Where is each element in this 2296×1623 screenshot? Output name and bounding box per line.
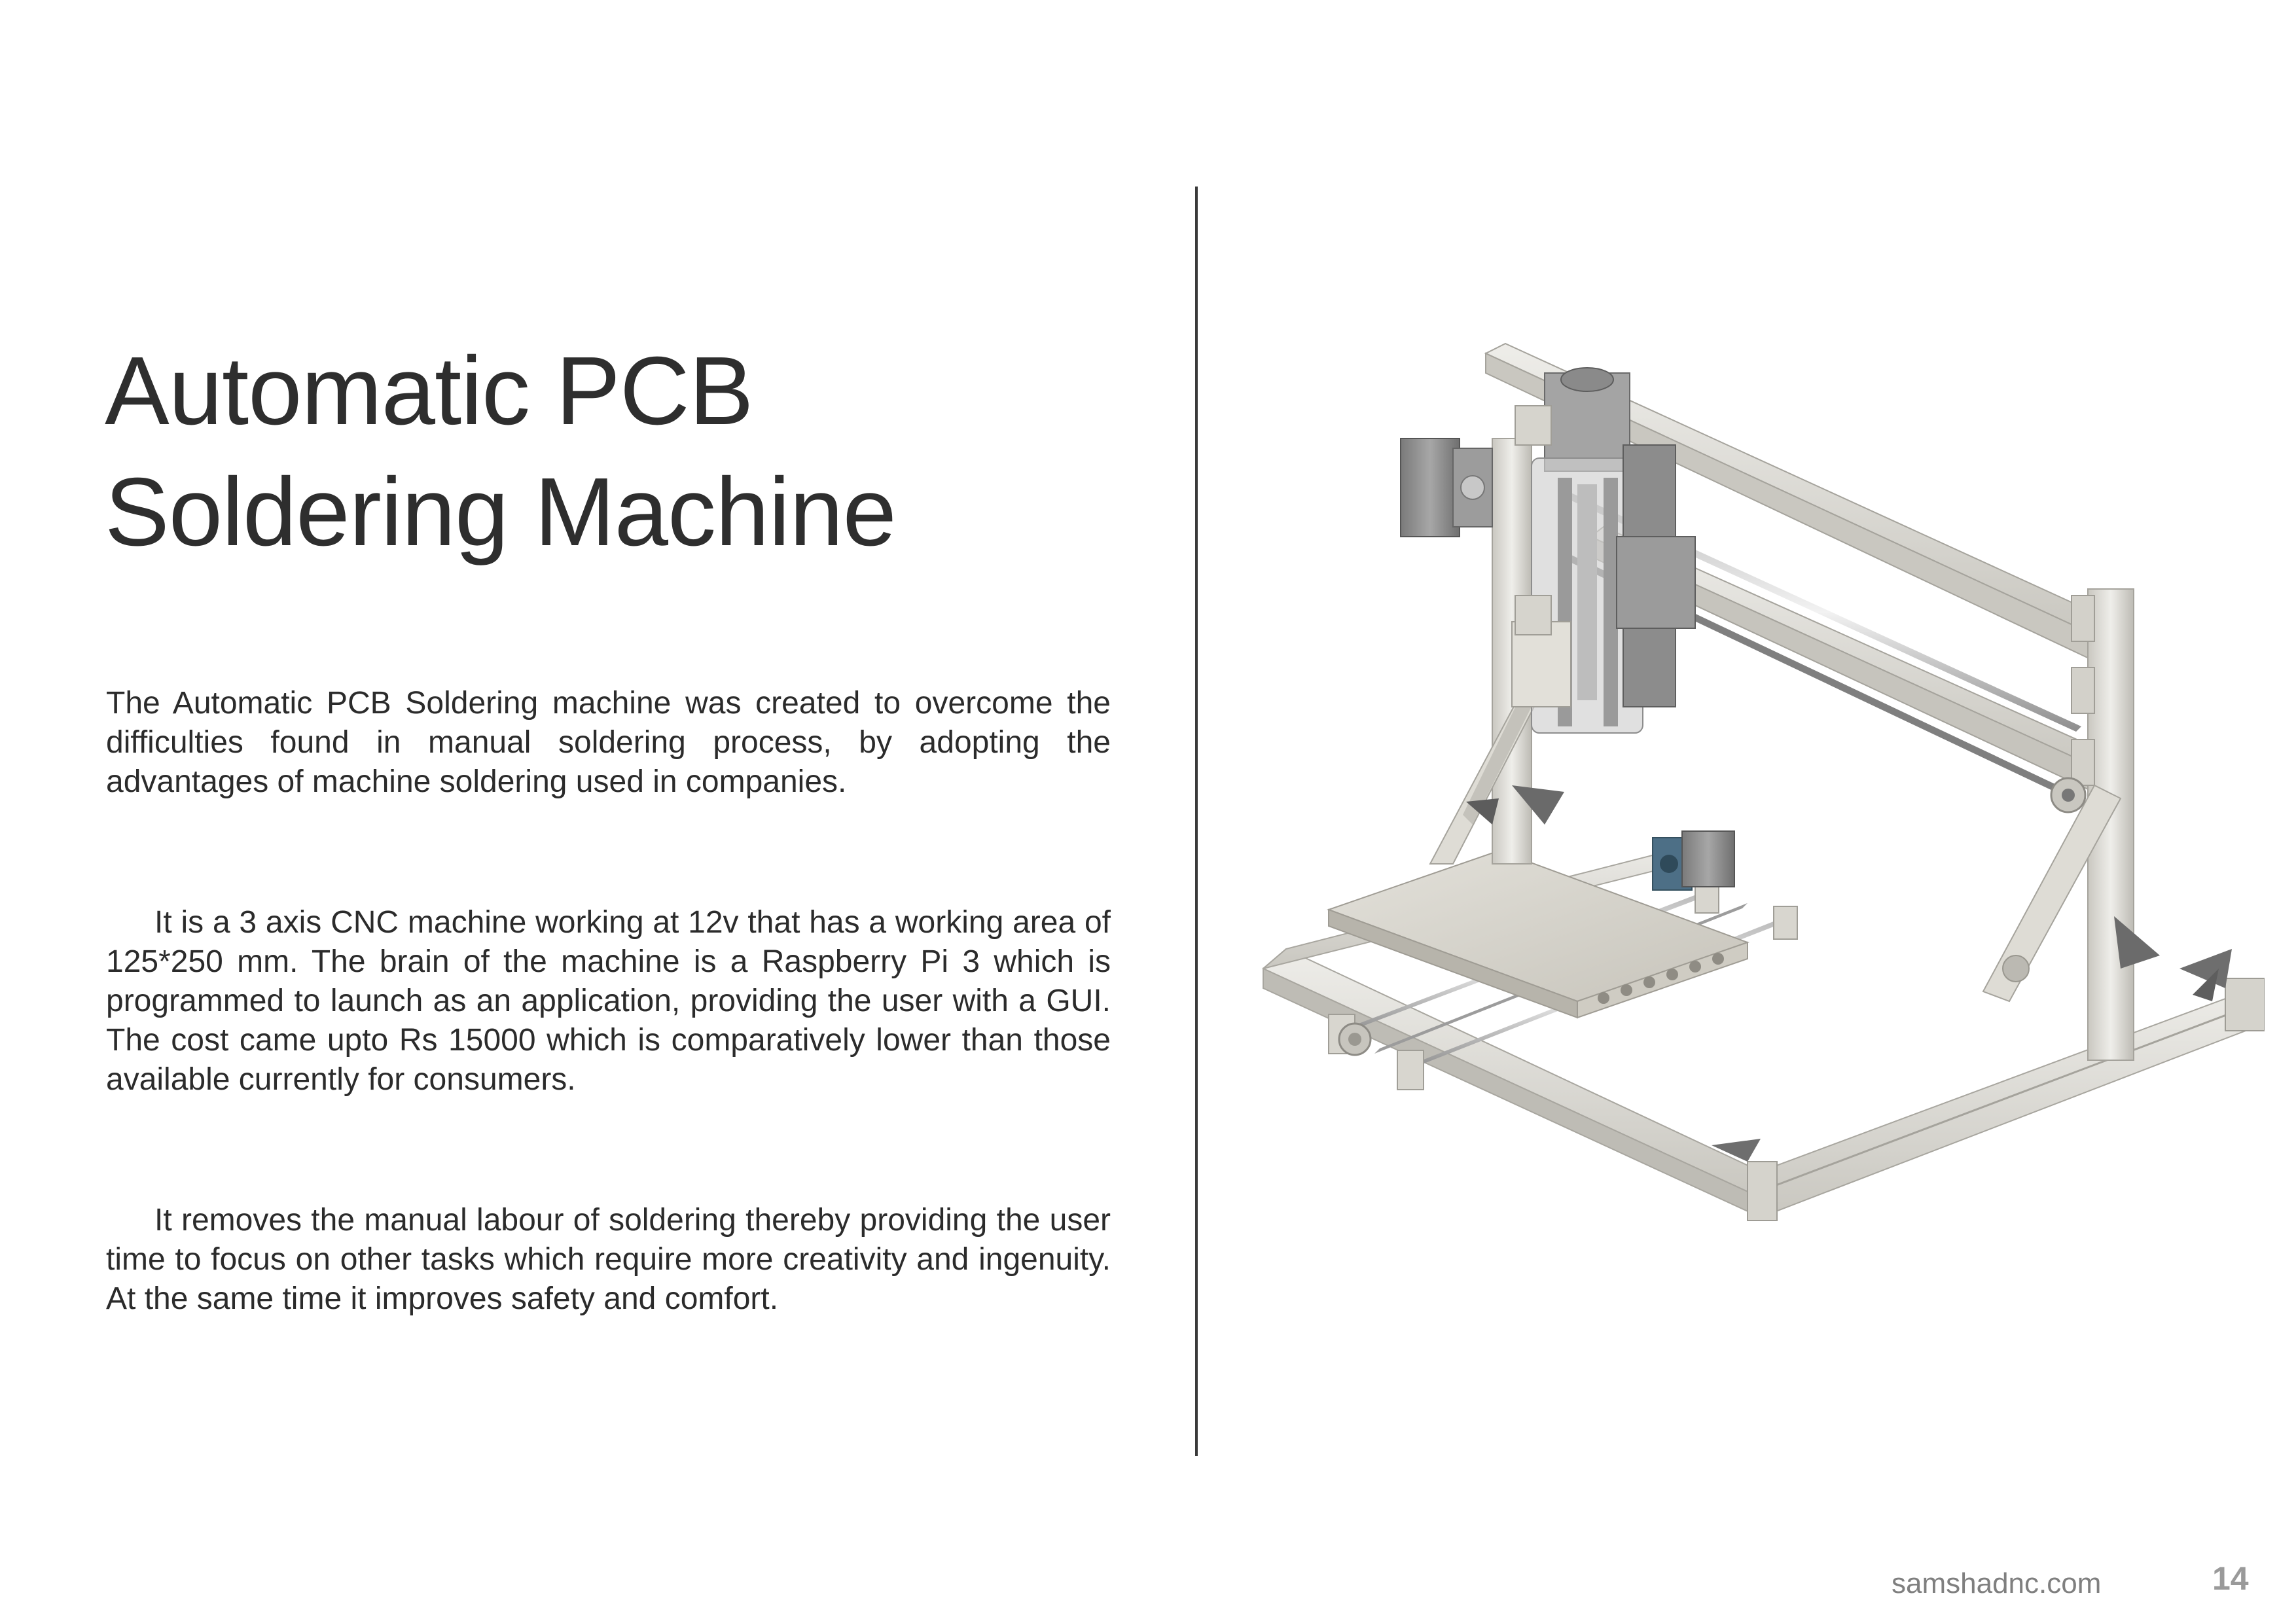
vertical-divider	[1195, 187, 1198, 1456]
paragraph-specs: It is a 3 axis CNC machine working at 12v that has a working area of 125*250 mm. The brain of the machine is a Raspberry Pi 3 which is programmed to launch as an application, providing the user with a GUI. The cost came upto Rs 15000 which is comparatively lower than those available currently for consumers.	[106, 905, 1111, 1097]
page-number: 14	[2212, 1560, 2249, 1597]
website-url: samshadnc.com	[1892, 1567, 2102, 1599]
title-line-2: Soldering Machine	[105, 458, 896, 566]
title-line-1: Automatic PCB	[105, 337, 753, 445]
cnc-machine-illustration	[1250, 340, 2265, 1257]
body-text	[106, 684, 1111, 1420]
paragraph-intro: The Automatic PCB Soldering machine was created to overcome the difficulties found in manual soldering process, by adopting the advantages of machine soldering used in companies.	[106, 686, 1111, 799]
x-axis-motor	[1401, 438, 1492, 537]
gantry-right-column	[1983, 589, 2160, 1060]
page-title	[105, 330, 1152, 573]
paragraph-benefits: It removes the manual labour of soldering thereby providing the user time to focus on other tasks which require more creativity and ingenuity. At the same time it improves safety and comfort.	[106, 1203, 1111, 1316]
